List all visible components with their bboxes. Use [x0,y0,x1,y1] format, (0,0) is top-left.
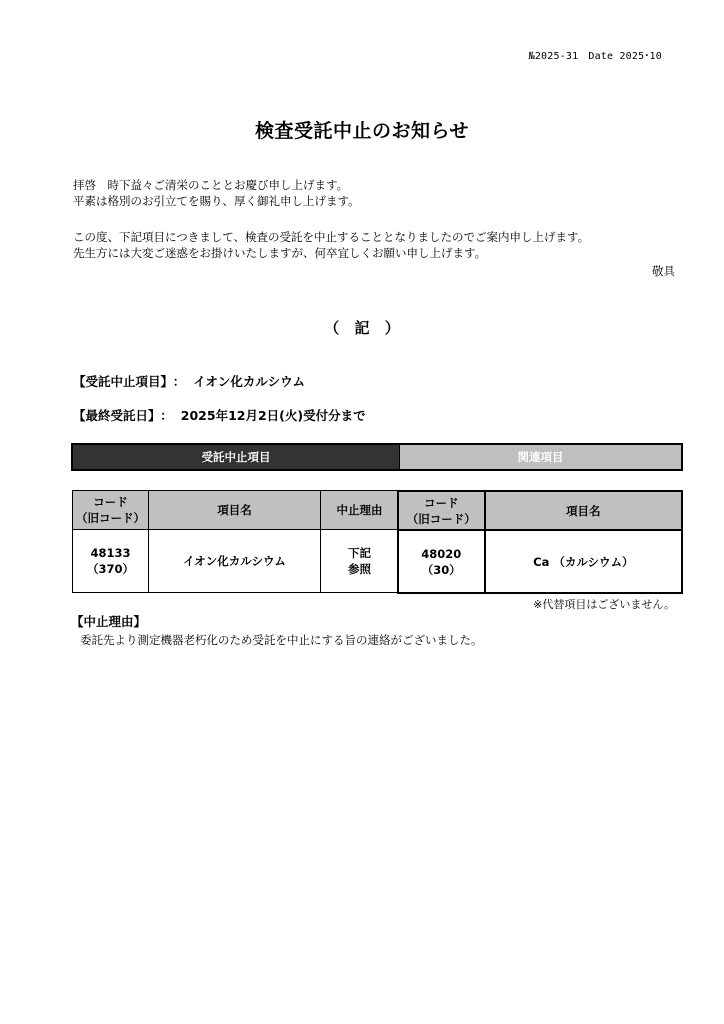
table-row [398,530,682,593]
stopped-header-name: 項目名 [149,491,321,530]
stopped-header-code-line2: （旧コード） [76,511,145,525]
related-header-code [398,491,485,530]
stopped-old-code: （370） [86,562,134,576]
field-last-date [73,406,366,424]
related-header-code-line2: （旧コード） [406,511,476,526]
body-line-2: 先生方には大変ご迷惑をお掛けいたしますが、何卒宜しくお願い申し上げます。 [73,246,487,260]
stopped-reason-cell [321,530,399,593]
stopped-items-table [72,490,399,593]
document-meta [529,47,662,62]
greeting-line-2: 平素は格別のお引立てを賜り、厚く御礼申し上げます。 [73,194,360,208]
document-number: №2025-31 [528,51,579,62]
page-title: 検査受託中止のお知らせ [255,120,469,142]
field-last-date-colon: ： [160,408,173,423]
field-stopped-item-value: イオン化カルシウム [193,374,305,389]
legend-stopped: 受託中止項目 [73,445,399,469]
table-row [73,530,399,593]
related-old-code: （30） [421,562,461,577]
stopped-header-code [73,491,149,530]
field-stopped-item [73,372,305,390]
related-header-code-line1: コード [424,495,459,510]
related-code-cell [398,530,485,593]
ki-close-paren: ） [384,319,400,337]
greeting-line-1: 拝啓 時下益々ご清栄のこととお慶び申し上げます。 [73,178,349,192]
field-last-date-label: 【最終受託日】 [73,408,155,423]
stopped-table-header [73,491,399,530]
reason-text: 委託先より測定機器老朽化のため受託を中止にする旨の連絡がございました。 [80,633,483,647]
reason-heading: 【中止理由】 [71,614,147,629]
field-last-date-value: 2025年12月2日(火)受付分まで [180,408,366,423]
closing-word: 敬具 [652,264,675,278]
related-code: 48020 [421,546,462,561]
stopped-code: 48133 [90,546,131,560]
field-stopped-item-label: 【受託中止項目】 [73,374,167,389]
stopped-reason-line1: 下記 [348,546,371,560]
body-line-1: この度、下記項目につきまして、検査の受託を中止することとなりましたのでご案内申し上げます。 [73,230,590,244]
related-item-name: Ca （カルシウム） [485,530,682,593]
stopped-header-code-line1: コード [93,495,128,509]
no-alternative-note: ※代替項目はございません。 [533,598,675,611]
related-items-table [397,490,683,594]
related-header-name: 項目名 [485,491,682,530]
legend-related: 関連項目 [399,445,681,469]
ki-open-paren: （ [324,319,340,337]
ki-heading [0,317,724,338]
ki-label: 記 [354,319,370,337]
related-table-header [398,491,682,530]
document-date: Date 2025･10 [588,51,662,62]
stopped-header-reason: 中止理由 [321,491,399,530]
stopped-code-cell [73,530,149,593]
field-stopped-item-colon: ： [172,374,186,389]
stopped-reason-line2: 参照 [348,562,371,576]
legend-bar [71,443,683,471]
stopped-item-name: イオン化カルシウム [149,530,321,593]
